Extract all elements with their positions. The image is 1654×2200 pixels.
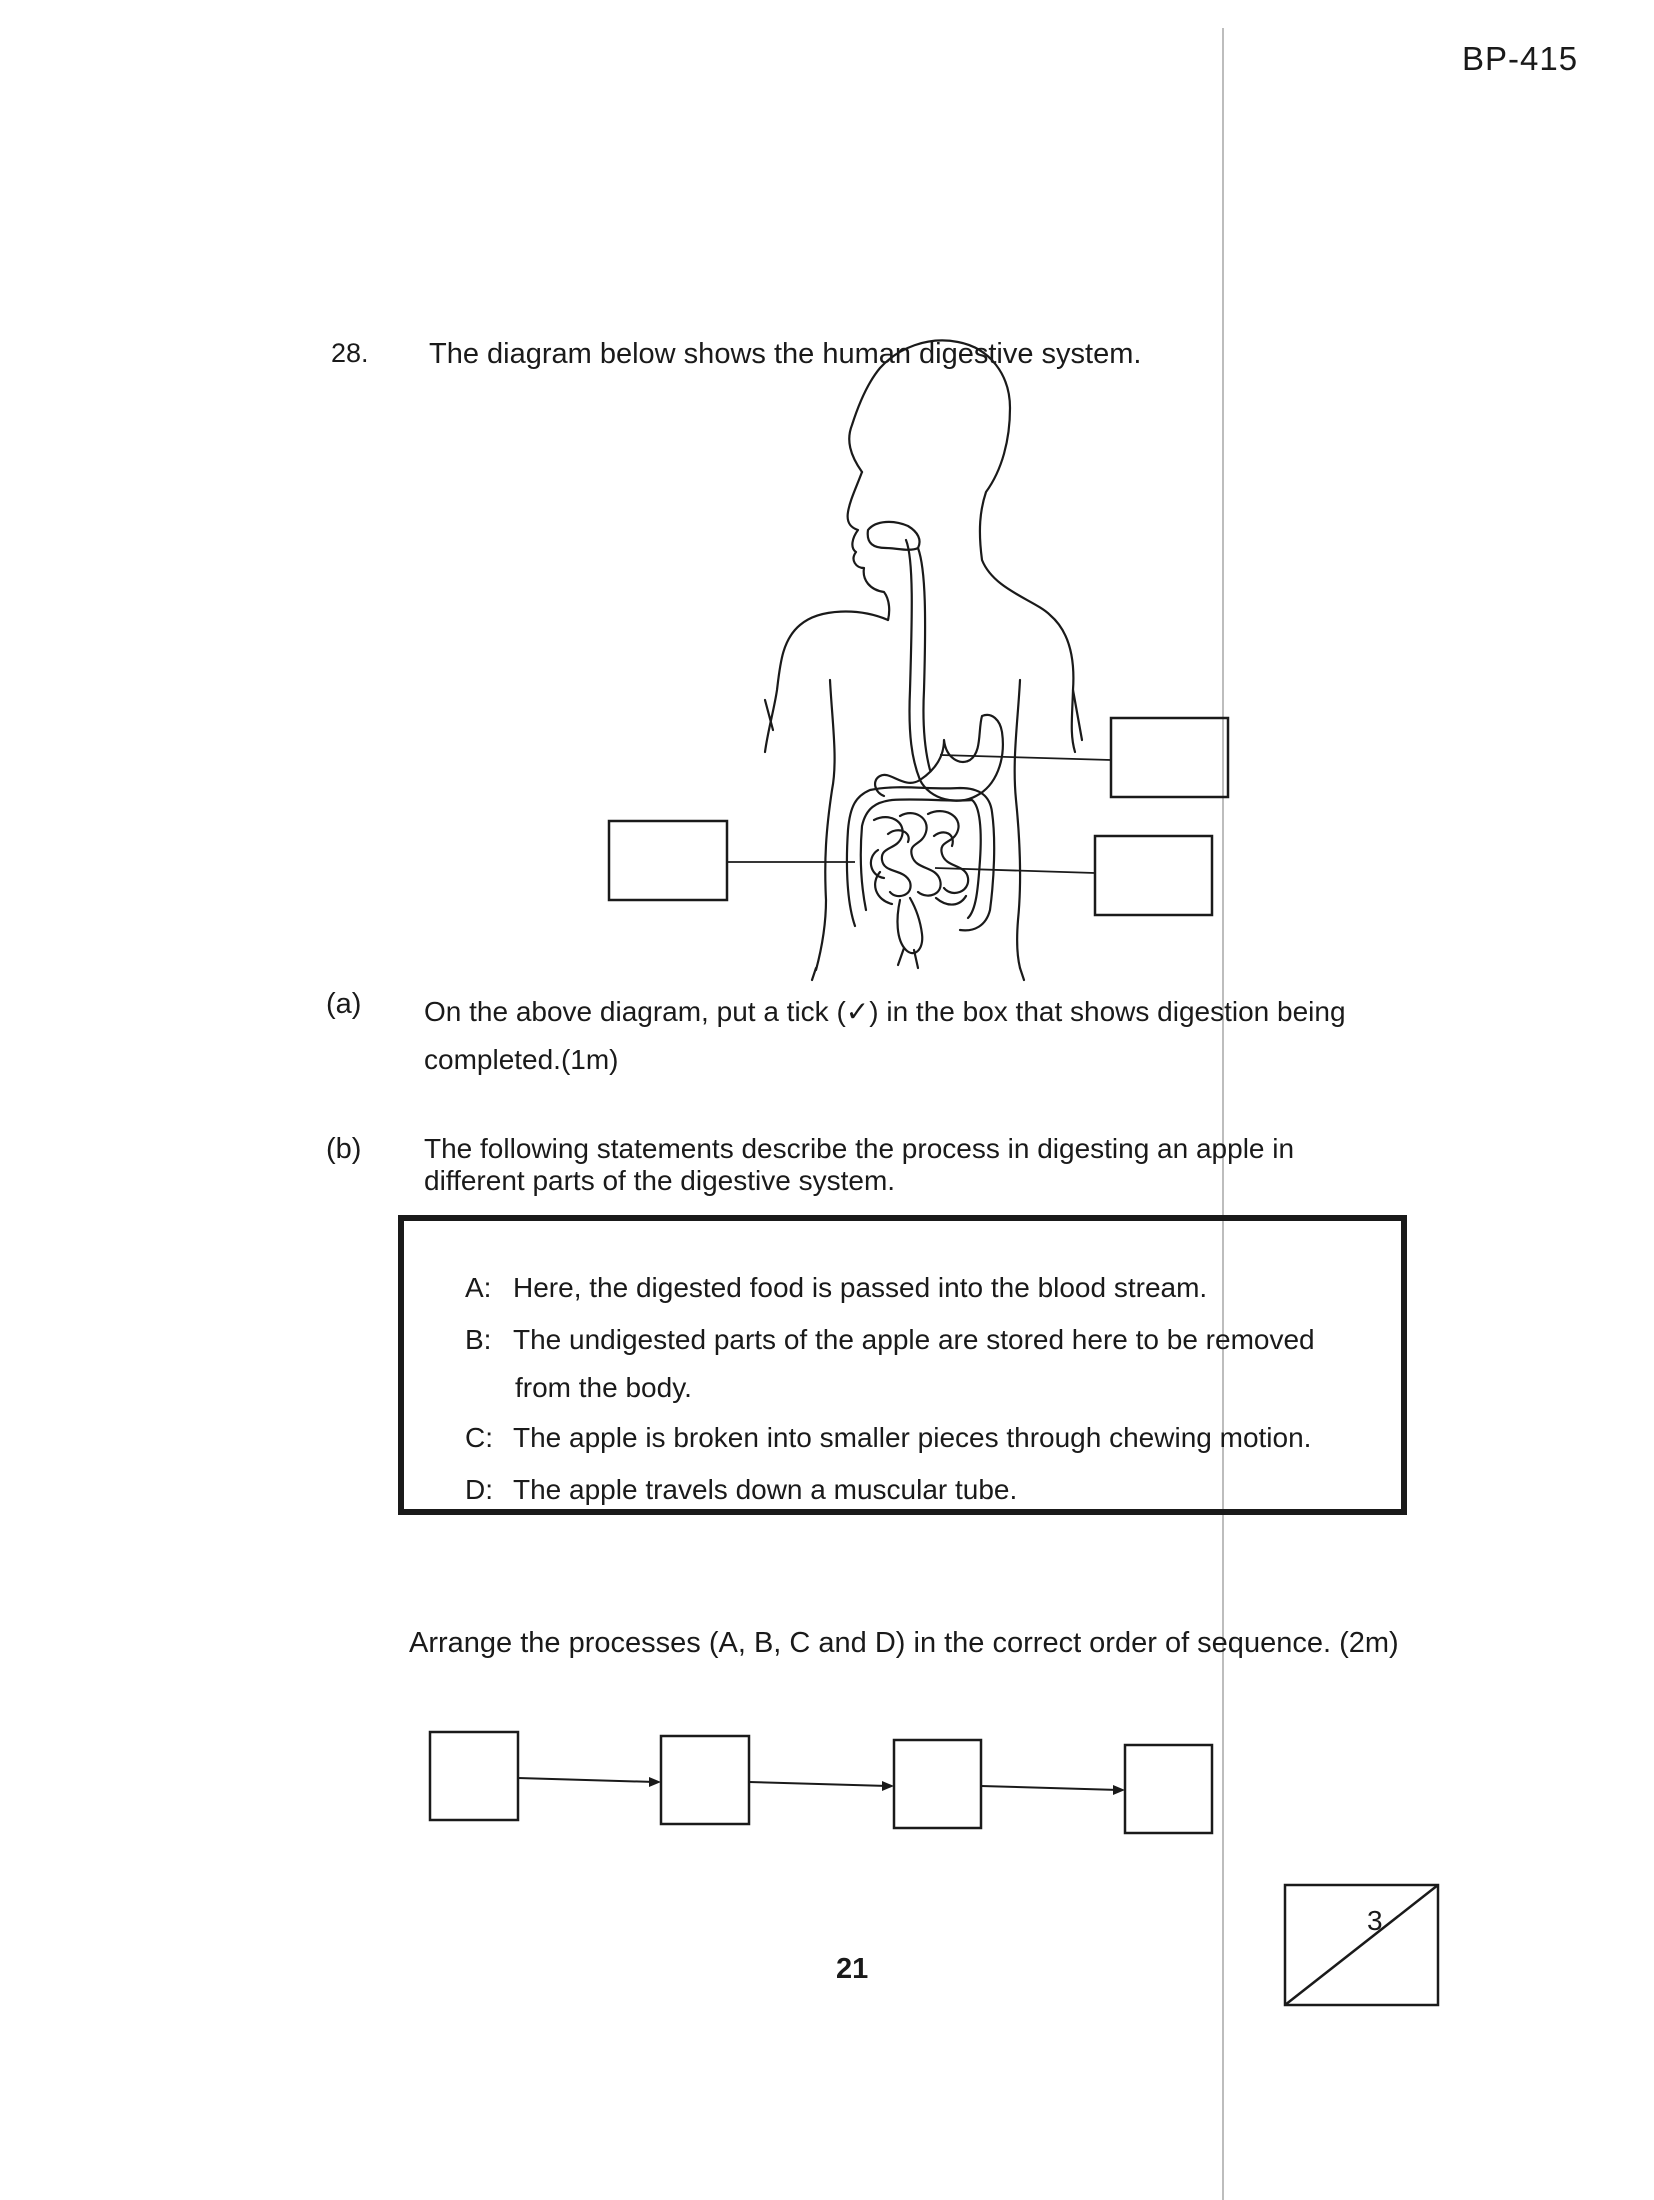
stomach-pointer xyxy=(940,755,1111,760)
statement-d-letter: D: xyxy=(465,1474,493,1505)
statement-d-text: The apple travels down a muscular tube. xyxy=(513,1474,1018,1505)
statement-a xyxy=(465,1266,1207,1310)
sequence-arrow-1 xyxy=(518,1778,655,1782)
head-outline xyxy=(849,340,1075,752)
page-number: 21 xyxy=(836,1953,869,1985)
statement-b-text: The undigested parts of the apple are stored here to be removed xyxy=(513,1324,1315,1355)
rectum xyxy=(898,898,923,953)
statement-d xyxy=(465,1468,1017,1512)
part-b-text xyxy=(424,1133,1294,1197)
left-shoulder xyxy=(765,612,888,752)
statement-a-text: Here, the digested food is passed into the blood stream. xyxy=(513,1272,1208,1303)
statement-b xyxy=(465,1318,1315,1362)
small-intestine-pointer xyxy=(935,868,1095,873)
small-intestine-label-box xyxy=(1095,836,1212,915)
marks-value: 3 xyxy=(1367,1905,1383,1936)
part-a-line-1: On the above diagram, put a tick (✓) in the box that shows digestion being xyxy=(424,996,1346,1027)
sequence-arrow-2 xyxy=(749,1782,888,1786)
question-number: 28. xyxy=(331,338,369,368)
right-arm xyxy=(1073,690,1082,740)
statement-b-letter: B: xyxy=(465,1324,492,1355)
statement-c-text: The apple is broken into smaller pieces through chewing motion. xyxy=(513,1422,1312,1453)
arrowhead-3 xyxy=(1113,1785,1125,1795)
page-code: BP-415 xyxy=(1462,40,1579,77)
sequence-box-4 xyxy=(1125,1745,1212,1833)
oesophagus xyxy=(906,540,920,780)
stomach-label-box xyxy=(1111,718,1228,797)
face-profile xyxy=(848,472,890,620)
sequence-box-1 xyxy=(430,1732,518,1820)
sequence-instruction: Arrange the processes (A, B, C and D) in the correct order of sequence. (2m) xyxy=(409,1627,1399,1659)
hip-lines xyxy=(812,968,1024,980)
large-intestine-label-box xyxy=(609,821,727,900)
part-b-letter: (b) xyxy=(326,1133,362,1165)
statement-b-continuation: from the body. xyxy=(515,1372,692,1403)
torso-right xyxy=(1015,680,1021,968)
sequence-box-3 xyxy=(894,1740,981,1828)
sequence-box-2 xyxy=(661,1736,749,1824)
statement-c-letter: C: xyxy=(465,1422,493,1453)
part-b-line-1: The following statements describe the process in digesting an apple in xyxy=(424,1133,1295,1164)
arrowhead-1 xyxy=(649,1777,661,1787)
stomach-lower xyxy=(875,775,920,796)
marks-box-diagonal xyxy=(1285,1885,1438,2005)
part-b-line-2: different parts of the digestive system. xyxy=(424,1165,896,1196)
statement-a-letter: A: xyxy=(465,1272,492,1303)
arrowhead-2 xyxy=(882,1781,894,1791)
part-a-letter: (a) xyxy=(326,988,362,1020)
sequence-arrow-3 xyxy=(981,1786,1119,1790)
oesophagus-inner xyxy=(918,548,930,770)
small-intestine xyxy=(871,811,968,904)
statement-c xyxy=(465,1416,1311,1460)
mouth-cavity xyxy=(868,522,920,550)
torso-left xyxy=(816,680,835,970)
part-a-line-2: completed.(1m) xyxy=(424,1044,619,1075)
part-a-text xyxy=(424,988,1346,1084)
question-stem: The diagram below shows the human digestive system. xyxy=(429,338,1142,370)
